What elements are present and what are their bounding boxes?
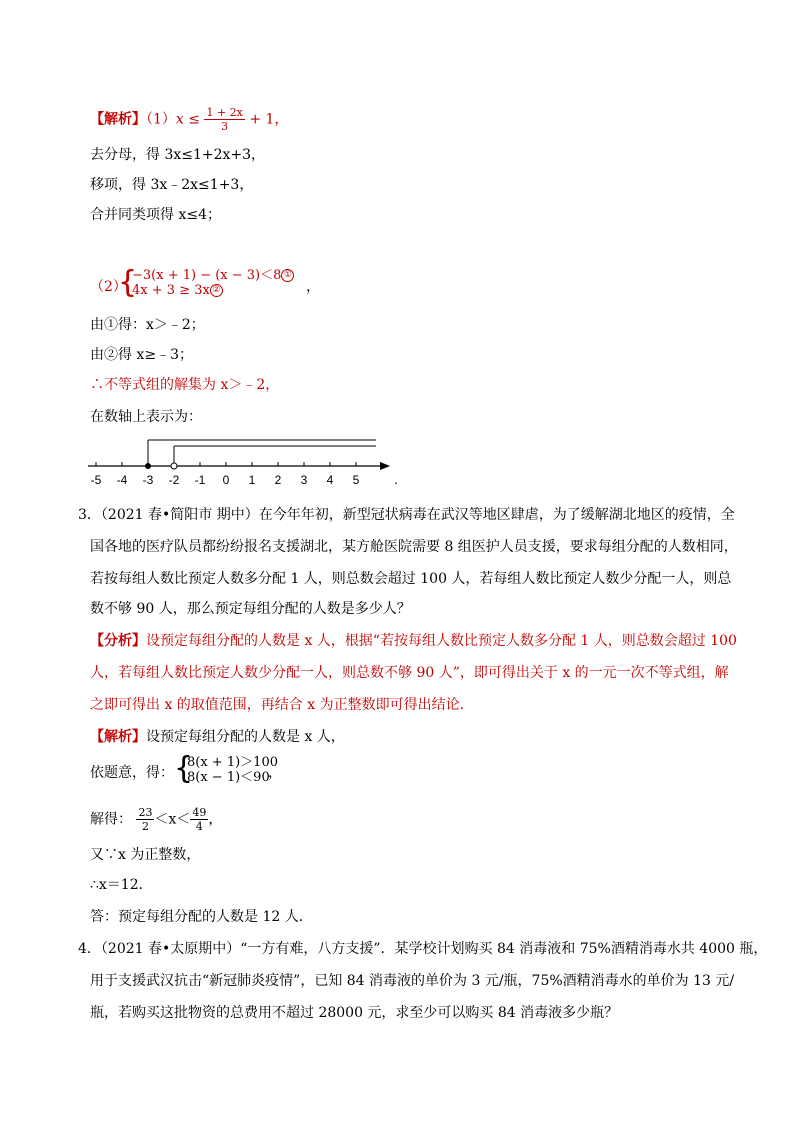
solution-line-6: 由①得：x＞﹣2；	[90, 317, 205, 333]
solution3-answer: 答：预定每组分配的人数是 12 人．	[90, 909, 313, 925]
analysis-line-3: 之即可得出 x 的取值范围，再结合 x 为正整数即可得出结论．	[90, 697, 474, 713]
fraction: $\frac{23}{2}$	[138, 806, 153, 833]
system-row-2: 4x + 3 ≥ 3x ②	[132, 284, 223, 298]
solution-tag: 【解析】	[90, 729, 146, 745]
tick-label: 4	[326, 473, 334, 487]
number-line	[84, 432, 414, 488]
solution3-line-2: 依题意，得：	[90, 765, 174, 781]
tick-label: -4	[116, 473, 128, 487]
tick-label: 3	[300, 473, 308, 487]
question-3-line-2: 国各地的医疗队员都纷纷报名支援湖北，某方舱医院需要 8 组医护人员支援，要求每组分配的人数相同，	[90, 539, 738, 555]
solution3-line-1: 【解析】设预定每组分配的人数是 x 人，	[90, 729, 345, 745]
solution-line-1: 【解析】（1）x ≤ $\frac{1 + 2x}{3}$ + 1，	[90, 106, 289, 133]
analysis-line-2: 人，若每组人数比预定人数少分配一人，则总数不够 90 人”，即可得出关于 x 的一元一次不等式组，解	[90, 665, 729, 681]
system-row-1: −3(x + 1) − (x − 3)＜8 ①	[132, 269, 294, 283]
system-row-1: 8(x + 1)＞100	[187, 755, 278, 770]
tick-label: 0	[222, 473, 230, 487]
system-label: （2）	[90, 279, 127, 295]
solution-line-2: 去分母，得 3x≤1+2x+3，	[90, 147, 266, 163]
solution-line-9: 在数轴上表示为：	[90, 409, 202, 425]
solution-line-8: ∴不等式组的解集为 x＞﹣2，	[90, 377, 280, 393]
question-4-line-2: 用于支援武汉抗击“新冠肺炎疫情”，已知 84 消毒液的单价为 3 元/瓶，75%酒精消毒水的单价为 13 元/	[90, 973, 735, 989]
tick-label: -2	[168, 473, 180, 487]
analysis-tag: 【分析】	[90, 633, 146, 649]
tick-label: -3	[142, 473, 154, 487]
solution3-line-5: ∴x＝12．	[90, 877, 153, 893]
tick-label: 2	[274, 473, 282, 487]
tick-label: 5	[352, 473, 360, 487]
solution-tag: 【解析】	[90, 111, 146, 128]
system-row-2: 8(x − 1)＜90	[187, 770, 270, 785]
fraction: $\frac{49}{4}$	[192, 806, 207, 833]
svg-text:.: .	[394, 471, 398, 487]
question-3-line-4: 数不够 90 人，那么预定每组分配的人数是多少人？	[90, 601, 411, 617]
system-brace: {	[174, 751, 194, 786]
analysis-line-1: 【分析】设预定每组分配的人数是 x 人，根据“若按每组人数比预定人数多分配 1 人，则总数会超过 100	[90, 633, 737, 649]
question-4-line-3: 瓶，若购买这批物资的总费用不超过 28000 元，求至少可以购买 84 消毒液多少瓶？	[90, 1005, 619, 1021]
question-3-line-3: 若按每组人数比预定人数多分配 1 人，则总数会超过 100 人，若每组人数比预定人数少分配一人，则总	[90, 571, 732, 587]
closed-point-icon	[145, 463, 151, 469]
tick-label: -5	[90, 473, 102, 487]
question-4-line-1: 4．（2021 春•太原期中）“一方有难，八方支援”．某学校计划购买 84 消毒液和 75%酒精消毒水共 4000 瓶，	[78, 941, 768, 957]
tick-label: 1	[248, 473, 256, 487]
open-point-icon	[171, 463, 177, 469]
system-brace: {	[118, 265, 138, 300]
solution-line-4: 合并同类项得 x≤4；	[90, 207, 221, 223]
solution3-line-4: 又∵x 为正整数，	[90, 847, 201, 863]
fraction: $\frac{1 + 2x}{3}$	[206, 106, 243, 133]
solution-line-3: 移项，得 3x﹣2x≤1+3，	[90, 177, 254, 193]
solution-line-7: 由②得 x≥﹣3；	[90, 347, 193, 363]
solution3-line-3: 解得： $\frac{23}{2}$ ＜x＜ $\frac{49}{4}$ ，	[90, 806, 223, 833]
question-3-line-1: 3．（2021 春•简阳市 期中）在今年年初，新型冠状病毒在武汉等地区肆虐，为了缓解湖北地区的疫情，全	[78, 507, 735, 523]
tick-label: -1	[194, 473, 206, 487]
